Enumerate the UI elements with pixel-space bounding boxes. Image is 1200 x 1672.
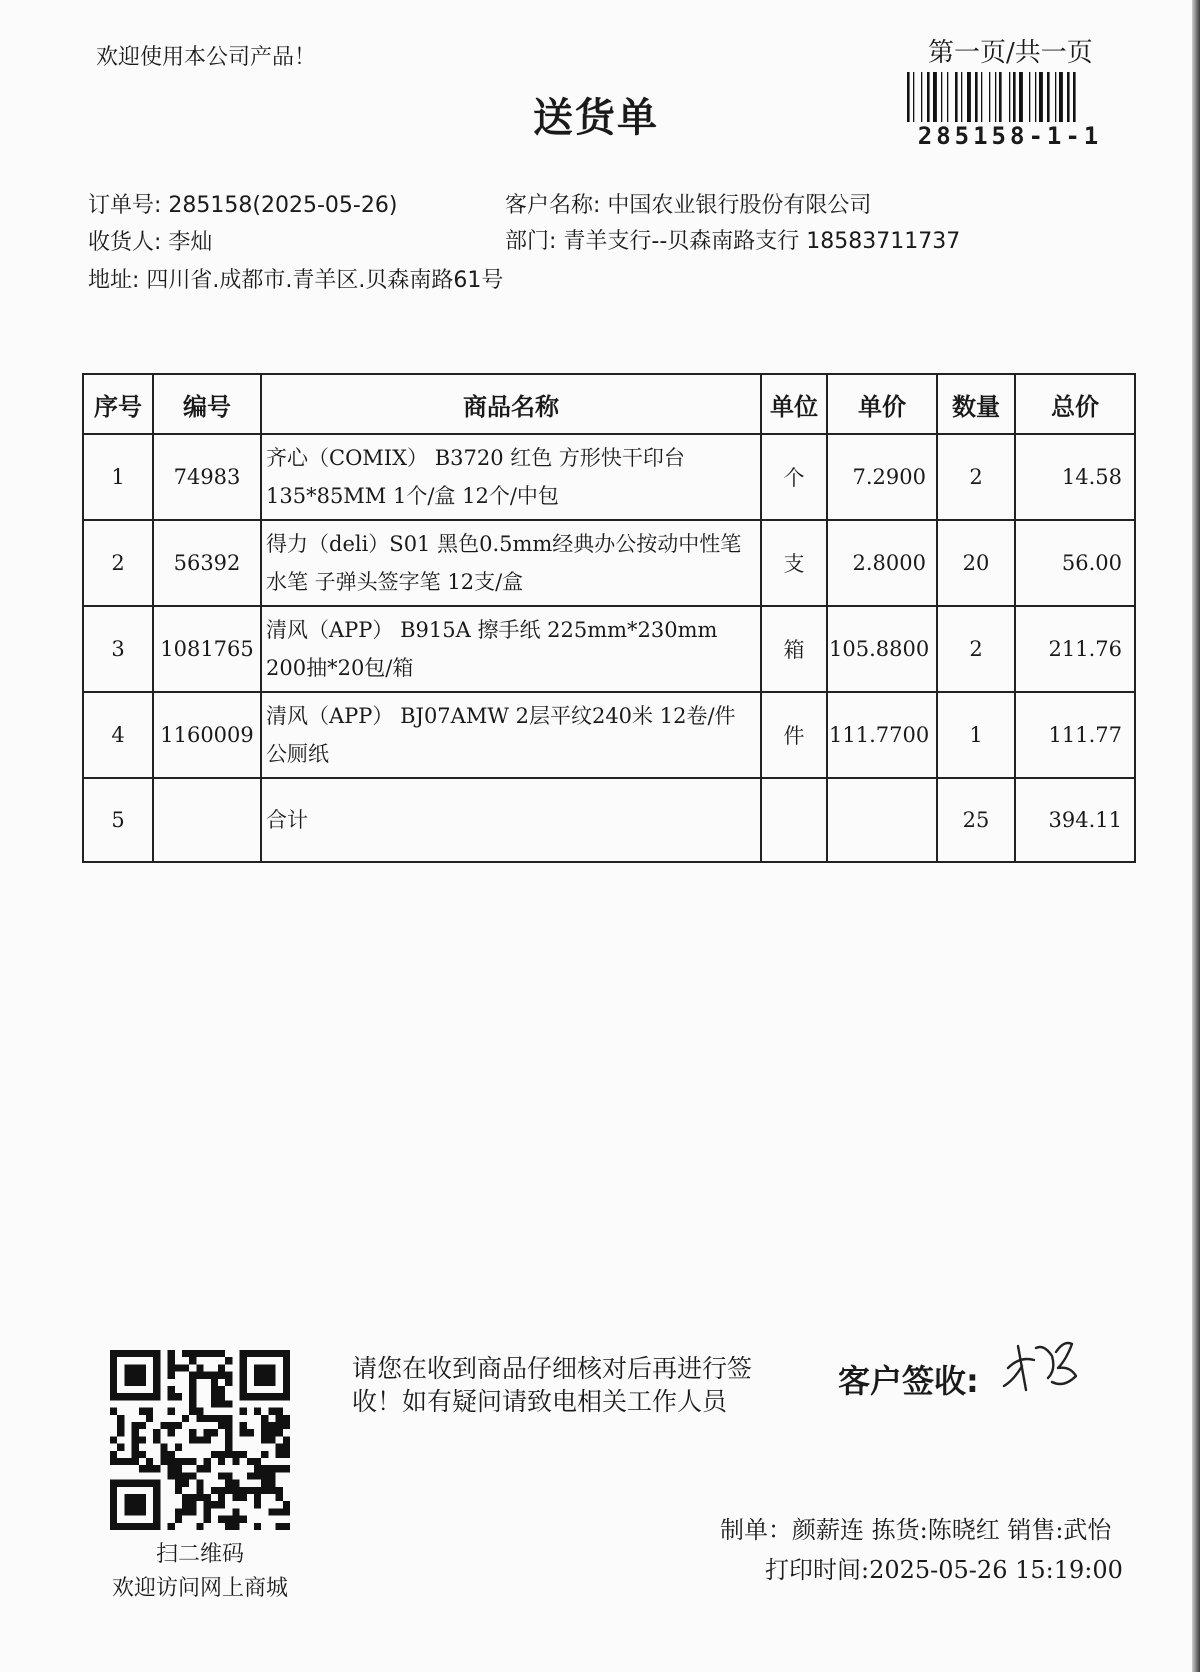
table-row: [83, 692, 1135, 778]
line-total: 14.58: [1015, 434, 1135, 520]
table-row: [83, 520, 1135, 606]
row-number: 4: [83, 692, 153, 778]
unit-price: 7.2900: [827, 434, 937, 520]
quantity: 20: [937, 520, 1015, 606]
address-value: 四川省.成都市.青羊区.贝森南路61号: [146, 268, 504, 293]
qr-caption-line2: 欢迎访问网上商城: [111, 1576, 288, 1601]
item-code: 1081765: [153, 606, 261, 692]
row-number: 2: [83, 520, 153, 606]
row-number: 3: [83, 606, 153, 692]
department-value: 青羊支行--贝森南路支行 18583711737: [563, 229, 961, 254]
item-code: 74983: [153, 434, 261, 520]
item-unit: 个: [761, 434, 827, 520]
customer-signature-label: 客户签收:: [838, 1362, 979, 1400]
customer-label: 客户名称:: [505, 193, 601, 218]
row-number: 5: [83, 778, 153, 862]
item-name: 清风（APP） BJ07AMW 2层平纹240米 12卷/件 公厕纸: [261, 692, 761, 778]
unit-price: [827, 778, 937, 862]
item-name: 得力（deli）S01 黑色0.5mm经典办公按动中性笔水笔 子弹头签字笔 12支/盒: [261, 520, 761, 606]
welcome-text: 欢迎使用本公司产品！: [96, 45, 317, 70]
line-total: 56.00: [1015, 520, 1135, 606]
qr-code: [110, 1350, 290, 1530]
line-total: 211.76: [1015, 606, 1135, 692]
document-title: 送货单: [533, 95, 659, 141]
item-name: 清风（APP） B915A 擦手纸 225mm*230mm 200抽*20包/箱: [261, 606, 761, 692]
table-row: [83, 434, 1135, 520]
address-label: 地址:: [88, 268, 140, 293]
item-name: 齐心（COMIX） B3720 红色 方形快干印台 135*85MM 1个/盒 12个/中包: [261, 434, 761, 520]
customer-signature: [1000, 1326, 1080, 1396]
receiver-label: 收货人:: [88, 230, 162, 255]
column-header: 总价: [1015, 374, 1135, 434]
item-unit: 箱: [761, 606, 827, 692]
qr-caption-line1: 扫二维码: [155, 1542, 244, 1567]
unit-price: 111.7700: [827, 692, 937, 778]
customer-name: [505, 188, 871, 219]
background-edge: [1192, 0, 1200, 1672]
print-time: 打印时间:2025-05-26 15:19:00: [765, 1556, 1123, 1584]
department-label: 部门:: [505, 229, 557, 254]
receiver-value: 李灿: [168, 230, 213, 255]
table-row: [83, 606, 1135, 692]
order-value: 285158(2025-05-26): [168, 193, 398, 218]
column-header: 数量: [937, 374, 1015, 434]
quantity: 1: [937, 692, 1015, 778]
column-header: 编号: [153, 374, 261, 434]
item-code: [153, 778, 261, 862]
row-number: 1: [83, 434, 153, 520]
order-label: 订单号:: [88, 193, 162, 218]
order-number: [88, 188, 397, 219]
grand-total: 394.11: [1015, 778, 1135, 862]
receipt-notice: 请您在收到商品仔细核对后再进行签收！如有疑问请致电相关工作人员: [352, 1354, 753, 1416]
item-unit: 支: [761, 520, 827, 606]
column-header: 商品名称: [261, 374, 761, 434]
column-header: 序号: [83, 374, 153, 434]
item-unit: [761, 778, 827, 862]
barcode-number: 285158-1-1: [917, 122, 1103, 150]
unit-price: 2.8000: [827, 520, 937, 606]
item-code: 1160009: [153, 692, 261, 778]
column-header: 单价: [827, 374, 937, 434]
page-info: 第一页/共一页: [928, 38, 1093, 68]
column-header: 单位: [761, 374, 827, 434]
total-row: [83, 778, 1135, 862]
item-code: 56392: [153, 520, 261, 606]
receiver: [88, 225, 212, 256]
qr-caption: [80, 1538, 320, 1606]
goods-table: [82, 373, 1136, 863]
department: [505, 224, 960, 255]
item-unit: 件: [761, 692, 827, 778]
table-header-row: [83, 374, 1135, 434]
total-quantity: 25: [937, 778, 1015, 862]
quantity: 2: [937, 606, 1015, 692]
staff-line: 制单：颜薪连 拣货:陈晓红 销售:武怡: [720, 1516, 1112, 1544]
quantity: 2: [937, 434, 1015, 520]
customer-value: 中国农业银行股份有限公司: [607, 193, 872, 218]
unit-price: 105.8800: [827, 606, 937, 692]
address: [88, 263, 503, 294]
total-label: 合计: [261, 778, 761, 862]
line-total: 111.77: [1015, 692, 1135, 778]
